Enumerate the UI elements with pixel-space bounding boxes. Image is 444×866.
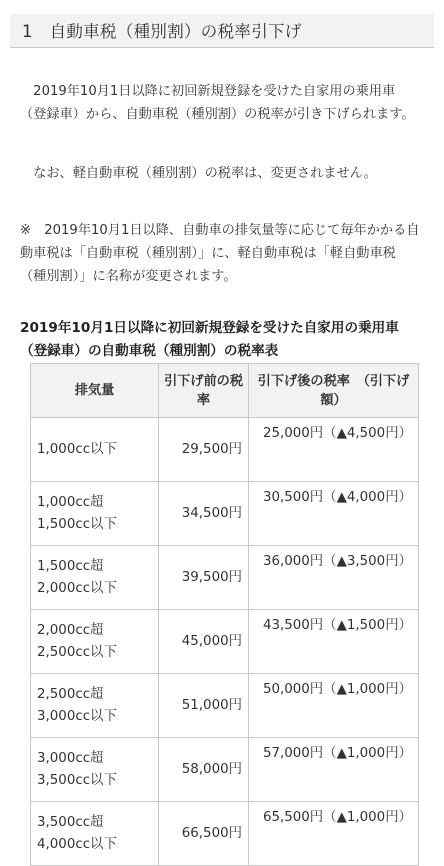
displacement-line: 1,500cc超: [37, 558, 104, 574]
displacement-line: 1,500cc以下: [37, 516, 117, 532]
rate-before-cell: 51,000円: [159, 674, 249, 738]
section-heading-text: 1 自動車税（種別割）の税率引下げ: [22, 22, 302, 41]
rate-before-cell: 58,000円: [159, 738, 249, 802]
table-row: [31, 802, 419, 866]
displacement-cell: [31, 482, 159, 546]
displacement-line: 1,000cc以下: [37, 441, 117, 457]
kei-car-note-paragraph: なお、軽自動車税（種別割）の税率は、変更されません。: [20, 166, 377, 181]
rate-before-cell: 66,500円: [159, 802, 249, 866]
displacement-line: 2,000cc以下: [37, 580, 117, 596]
displacement-line: 4,000cc以下: [37, 836, 117, 852]
table-header-row: [31, 364, 419, 418]
rate-after-cell: 25,000円（▲4,500円）: [249, 418, 419, 482]
rate-after-cell: 43,500円（▲1,500円）: [249, 610, 419, 674]
table-row: [31, 610, 419, 674]
rate-after-cell: 36,000円（▲3,500円）: [249, 546, 419, 610]
table-body: [31, 418, 419, 866]
header-displacement: 排気量: [31, 364, 159, 418]
displacement-cell: [31, 738, 159, 802]
displacement-line: 2,500cc超: [37, 686, 104, 702]
displacement-cell: [31, 610, 159, 674]
displacement-cell: [31, 546, 159, 610]
tax-rate-table: [30, 363, 419, 866]
rate-after-cell: 57,000円（▲1,000円）: [249, 738, 419, 802]
header-rate-after: 引下げ後の税率 （引下げ額）: [249, 364, 419, 418]
displacement-line: 2,000cc超: [37, 622, 104, 638]
displacement-cell: [31, 674, 159, 738]
displacement-line: 3,000cc超: [37, 750, 104, 766]
rate-after-cell: 50,000円（▲1,000円）: [249, 674, 419, 738]
table-caption: 2019年10月1日以降に初回新規登録を受けた自家用の乗用車（登録車）の自動車税（種別割）の税率表: [20, 320, 399, 359]
displacement-line: 3,500cc以下: [37, 772, 117, 788]
rate-after-cell: 65,500円（▲1,000円）: [249, 802, 419, 866]
table-row: [31, 482, 419, 546]
displacement-line: 3,500cc超: [37, 814, 104, 830]
intro-paragraph: 2019年10月1日以降に初回新規登録を受けた自家用の乗用車（登録車）から、自動車税（種別割）の税率が引き下げられます。: [20, 84, 415, 122]
displacement-cell: [31, 418, 159, 482]
rate-after-cell: 30,500円（▲4,000円）: [249, 482, 419, 546]
table-row: [31, 546, 419, 610]
table-row: [31, 418, 419, 482]
rename-note-paragraph: ※ 2019年10月1日以降、自動車の排気量等に応じて毎年かかる自動車税は「自動車税（種別割）」に、軽自動車税は「軽自動車税（種別割）」に名称が変更されます。: [20, 223, 420, 284]
table-row: [31, 674, 419, 738]
displacement-line: 1,000cc超: [37, 494, 104, 510]
section-heading: [10, 14, 434, 48]
displacement-line: 2,500cc以下: [37, 644, 117, 660]
table-row: [31, 738, 419, 802]
displacement-cell: [31, 802, 159, 866]
rate-before-cell: 29,500円: [159, 418, 249, 482]
displacement-line: 3,000cc以下: [37, 708, 117, 724]
rate-before-cell: 45,000円: [159, 610, 249, 674]
header-rate-before: 引下げ前の税率: [159, 364, 249, 418]
rate-before-cell: 34,500円: [159, 482, 249, 546]
rate-before-cell: 39,500円: [159, 546, 249, 610]
